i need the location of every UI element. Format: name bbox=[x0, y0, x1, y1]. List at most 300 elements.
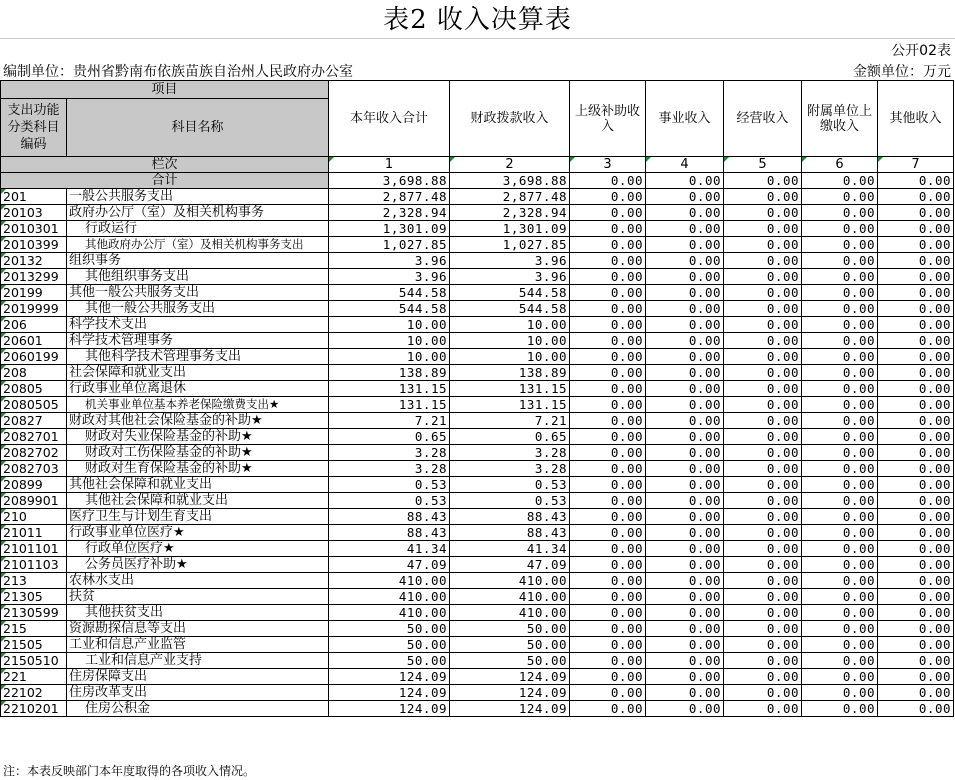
row-value: 47.09 bbox=[450, 557, 570, 573]
row-value: 0.00 bbox=[878, 253, 954, 269]
row-value: 0.00 bbox=[646, 269, 724, 285]
row-value: 41.34 bbox=[450, 541, 570, 557]
row-value: 0.00 bbox=[570, 221, 646, 237]
row-value: 0.00 bbox=[646, 365, 724, 381]
row-value: 0.53 bbox=[329, 493, 450, 509]
header-col-7: 其他收入 bbox=[878, 81, 954, 157]
row-value: 1,301.09 bbox=[329, 221, 450, 237]
row-code: 2080505 bbox=[1, 397, 67, 413]
row-code: 2082701 bbox=[1, 429, 67, 445]
row-value: 0.00 bbox=[570, 413, 646, 429]
row-code: 2010399 bbox=[1, 237, 67, 253]
header-col-2: 财政拨款收入 bbox=[450, 81, 570, 157]
row-value: 10.00 bbox=[450, 333, 570, 349]
row-name: 工业和信息产业支持 bbox=[67, 653, 329, 669]
row-value: 0.00 bbox=[878, 301, 954, 317]
row-value: 0.00 bbox=[646, 189, 724, 205]
row-value: 0.53 bbox=[329, 477, 450, 493]
row-value: 0.00 bbox=[802, 237, 878, 253]
row-value: 0.00 bbox=[878, 493, 954, 509]
income-table bbox=[0, 80, 954, 717]
row-value: 410.00 bbox=[329, 573, 450, 589]
table-row bbox=[1, 573, 954, 589]
seq-number: 6 bbox=[802, 157, 878, 173]
row-value: 0.00 bbox=[724, 509, 802, 525]
row-value: 0.00 bbox=[724, 237, 802, 253]
row-value: 3.28 bbox=[450, 461, 570, 477]
row-code: 2082702 bbox=[1, 445, 67, 461]
row-value: 0.00 bbox=[646, 621, 724, 637]
row-value: 0.00 bbox=[724, 413, 802, 429]
row-value: 0.00 bbox=[646, 349, 724, 365]
row-name: 其他扶贫支出 bbox=[67, 605, 329, 621]
header-col-3: 上级补助收入 bbox=[570, 81, 646, 157]
total-cell: 0.00 bbox=[802, 173, 878, 189]
row-value: 0.00 bbox=[878, 317, 954, 333]
row-value: 2,328.94 bbox=[450, 205, 570, 221]
row-value: 2,877.48 bbox=[329, 189, 450, 205]
row-value: 0.00 bbox=[802, 621, 878, 637]
seq-number: 1 bbox=[329, 157, 450, 173]
row-value: 0.00 bbox=[646, 397, 724, 413]
row-value: 0.00 bbox=[570, 189, 646, 205]
row-value: 10.00 bbox=[329, 333, 450, 349]
row-value: 0.00 bbox=[570, 701, 646, 717]
row-value: 0.00 bbox=[570, 573, 646, 589]
row-name: 住房公积金 bbox=[67, 701, 329, 717]
seq-number: 2 bbox=[450, 157, 570, 173]
row-value: 0.00 bbox=[646, 317, 724, 333]
row-name: 组织事务 bbox=[67, 253, 329, 269]
row-value: 0.00 bbox=[646, 509, 724, 525]
row-value: 0.00 bbox=[878, 461, 954, 477]
row-value: 0.00 bbox=[724, 621, 802, 637]
row-name: 行政运行 bbox=[67, 221, 329, 237]
header-col-6: 附属单位上缴收入 bbox=[802, 81, 878, 157]
row-value: 0.00 bbox=[646, 301, 724, 317]
row-value: 0.00 bbox=[878, 589, 954, 605]
row-value: 0.00 bbox=[724, 557, 802, 573]
row-value: 0.00 bbox=[878, 637, 954, 653]
row-name: 扶贫 bbox=[67, 589, 329, 605]
row-value: 3.96 bbox=[450, 253, 570, 269]
row-value: 1,027.85 bbox=[329, 237, 450, 253]
row-value: 0.00 bbox=[646, 637, 724, 653]
row-value: 0.00 bbox=[878, 701, 954, 717]
row-value: 0.00 bbox=[646, 653, 724, 669]
row-name: 农林水支出 bbox=[67, 573, 329, 589]
header-col-4: 事业收入 bbox=[646, 81, 724, 157]
row-value: 0.00 bbox=[724, 269, 802, 285]
row-value: 131.15 bbox=[329, 381, 450, 397]
table-row bbox=[1, 205, 954, 221]
row-name: 资源勘探信息等支出 bbox=[67, 621, 329, 637]
row-value: 0.00 bbox=[724, 493, 802, 509]
row-value: 0.65 bbox=[329, 429, 450, 445]
table-row bbox=[1, 621, 954, 637]
row-value: 0.00 bbox=[802, 589, 878, 605]
row-name: 行政事业单位医疗★ bbox=[67, 525, 329, 541]
row-value: 138.89 bbox=[450, 365, 570, 381]
row-value: 124.09 bbox=[450, 701, 570, 717]
row-value: 0.00 bbox=[878, 365, 954, 381]
row-value: 124.09 bbox=[329, 701, 450, 717]
table-row bbox=[1, 333, 954, 349]
row-value: 0.00 bbox=[802, 413, 878, 429]
row-value: 0.65 bbox=[450, 429, 570, 445]
row-value: 0.00 bbox=[802, 461, 878, 477]
row-value: 0.00 bbox=[570, 365, 646, 381]
row-value: 3.28 bbox=[450, 445, 570, 461]
row-value: 0.00 bbox=[724, 253, 802, 269]
compiling-unit: 编制单位：贵州省黔南布依族苗族自治州人民政府办公室 bbox=[3, 64, 353, 80]
total-label: 合计 bbox=[1, 173, 329, 189]
row-value: 0.00 bbox=[646, 605, 724, 621]
row-code: 206 bbox=[1, 317, 67, 333]
row-value: 0.00 bbox=[878, 413, 954, 429]
row-value: 0.00 bbox=[724, 221, 802, 237]
row-value: 0.00 bbox=[878, 205, 954, 221]
row-value: 50.00 bbox=[450, 637, 570, 653]
row-code: 21305 bbox=[1, 589, 67, 605]
row-value: 0.00 bbox=[802, 445, 878, 461]
row-code: 210 bbox=[1, 509, 67, 525]
row-value: 50.00 bbox=[450, 653, 570, 669]
row-value: 0.00 bbox=[570, 493, 646, 509]
row-value: 0.53 bbox=[450, 493, 570, 509]
row-name: 财政对失业保险基金的补助★ bbox=[67, 429, 329, 445]
row-value: 544.58 bbox=[450, 301, 570, 317]
row-value: 3.96 bbox=[450, 269, 570, 285]
divider bbox=[0, 38, 955, 39]
row-value: 0.00 bbox=[802, 509, 878, 525]
table-row bbox=[1, 285, 954, 301]
total-cell: 0.00 bbox=[878, 173, 954, 189]
row-value: 0.00 bbox=[724, 429, 802, 445]
row-value: 0.00 bbox=[570, 621, 646, 637]
row-code: 201 bbox=[1, 189, 67, 205]
row-value: 47.09 bbox=[329, 557, 450, 573]
row-value: 0.00 bbox=[724, 381, 802, 397]
row-value: 0.00 bbox=[878, 269, 954, 285]
table-row bbox=[1, 365, 954, 381]
row-value: 0.00 bbox=[570, 637, 646, 653]
table-row bbox=[1, 461, 954, 477]
row-value: 88.43 bbox=[329, 509, 450, 525]
row-value: 0.00 bbox=[570, 509, 646, 525]
row-value: 0.00 bbox=[802, 477, 878, 493]
row-code: 2010301 bbox=[1, 221, 67, 237]
row-code: 20827 bbox=[1, 413, 67, 429]
row-value: 10.00 bbox=[329, 317, 450, 333]
row-code: 2130599 bbox=[1, 605, 67, 621]
row-value: 0.00 bbox=[570, 605, 646, 621]
row-value: 0.00 bbox=[646, 285, 724, 301]
row-value: 0.00 bbox=[802, 541, 878, 557]
table-row bbox=[1, 589, 954, 605]
row-value: 0.00 bbox=[802, 493, 878, 509]
row-value: 50.00 bbox=[329, 653, 450, 669]
row-value: 0.00 bbox=[802, 253, 878, 269]
row-name: 住房保障支出 bbox=[67, 669, 329, 685]
row-code: 2150510 bbox=[1, 653, 67, 669]
row-value: 0.00 bbox=[570, 381, 646, 397]
row-value: 0.00 bbox=[878, 653, 954, 669]
row-value: 0.00 bbox=[802, 397, 878, 413]
row-value: 410.00 bbox=[329, 605, 450, 621]
row-name: 住房改革支出 bbox=[67, 685, 329, 701]
row-name: 财政对其他社会保险基金的补助★ bbox=[67, 413, 329, 429]
row-name: 社会保障和就业支出 bbox=[67, 365, 329, 381]
table-row bbox=[1, 493, 954, 509]
row-value: 0.00 bbox=[570, 237, 646, 253]
row-value: 131.15 bbox=[450, 381, 570, 397]
row-name: 医疗卫生与计划生育支出 bbox=[67, 509, 329, 525]
row-value: 0.00 bbox=[570, 525, 646, 541]
row-value: 0.00 bbox=[878, 429, 954, 445]
row-code: 208 bbox=[1, 365, 67, 381]
row-value: 0.00 bbox=[802, 685, 878, 701]
row-code: 20132 bbox=[1, 253, 67, 269]
row-value: 0.00 bbox=[570, 301, 646, 317]
row-code: 2210201 bbox=[1, 701, 67, 717]
row-value: 0.00 bbox=[878, 621, 954, 637]
row-value: 0.00 bbox=[724, 477, 802, 493]
row-value: 0.00 bbox=[724, 669, 802, 685]
row-name: 行政事业单位离退休 bbox=[67, 381, 329, 397]
table-title: 表2 收入决算表 bbox=[383, 5, 572, 35]
row-value: 7.21 bbox=[329, 413, 450, 429]
row-value: 0.00 bbox=[646, 541, 724, 557]
row-value: 0.00 bbox=[570, 285, 646, 301]
row-value: 0.00 bbox=[802, 285, 878, 301]
amount-unit: 金额单位：万元 bbox=[853, 64, 951, 80]
row-value: 0.00 bbox=[878, 221, 954, 237]
table-row bbox=[1, 269, 954, 285]
row-value: 0.00 bbox=[646, 445, 724, 461]
row-name: 工业和信息产业监管 bbox=[67, 637, 329, 653]
row-value: 0.00 bbox=[878, 605, 954, 621]
unit-row bbox=[0, 60, 955, 80]
row-value: 0.00 bbox=[878, 557, 954, 573]
row-value: 410.00 bbox=[450, 605, 570, 621]
table-row bbox=[1, 637, 954, 653]
row-value: 0.00 bbox=[646, 221, 724, 237]
row-value: 0.53 bbox=[450, 477, 570, 493]
row-value: 0.00 bbox=[724, 397, 802, 413]
row-value: 50.00 bbox=[329, 621, 450, 637]
row-value: 0.00 bbox=[570, 653, 646, 669]
row-value: 544.58 bbox=[450, 285, 570, 301]
row-value: 0.00 bbox=[646, 685, 724, 701]
row-value: 0.00 bbox=[724, 637, 802, 653]
row-value: 0.00 bbox=[802, 365, 878, 381]
row-value: 0.00 bbox=[724, 333, 802, 349]
row-code: 20805 bbox=[1, 381, 67, 397]
row-value: 0.00 bbox=[646, 557, 724, 573]
row-value: 124.09 bbox=[329, 685, 450, 701]
row-value: 0.00 bbox=[878, 189, 954, 205]
row-value: 88.43 bbox=[329, 525, 450, 541]
row-value: 0.00 bbox=[724, 189, 802, 205]
total-cell: 0.00 bbox=[646, 173, 724, 189]
row-code: 21505 bbox=[1, 637, 67, 653]
row-value: 0.00 bbox=[802, 317, 878, 333]
row-value: 10.00 bbox=[450, 317, 570, 333]
row-name: 公务员医疗补助★ bbox=[67, 557, 329, 573]
row-value: 0.00 bbox=[802, 301, 878, 317]
row-value: 0.00 bbox=[802, 653, 878, 669]
row-value: 0.00 bbox=[724, 573, 802, 589]
row-value: 0.00 bbox=[802, 221, 878, 237]
row-value: 0.00 bbox=[570, 669, 646, 685]
row-value: 0.00 bbox=[570, 317, 646, 333]
row-value: 131.15 bbox=[450, 397, 570, 413]
seq-number: 4 bbox=[646, 157, 724, 173]
row-value: 0.00 bbox=[646, 205, 724, 221]
row-code: 2013299 bbox=[1, 269, 67, 285]
row-value: 0.00 bbox=[646, 381, 724, 397]
row-value: 0.00 bbox=[724, 461, 802, 477]
row-value: 0.00 bbox=[646, 493, 724, 509]
row-name: 其他社会保障和就业支出 bbox=[67, 477, 329, 493]
table-row bbox=[1, 429, 954, 445]
row-value: 0.00 bbox=[646, 573, 724, 589]
table-row bbox=[1, 701, 954, 717]
row-value: 0.00 bbox=[570, 557, 646, 573]
row-value: 3.96 bbox=[329, 269, 450, 285]
row-value: 0.00 bbox=[878, 333, 954, 349]
row-value: 0.00 bbox=[646, 461, 724, 477]
row-name: 其他组织事务支出 bbox=[67, 269, 329, 285]
table-row bbox=[1, 317, 954, 333]
row-value: 0.00 bbox=[802, 429, 878, 445]
row-value: 0.00 bbox=[878, 445, 954, 461]
row-value: 131.15 bbox=[329, 397, 450, 413]
row-name: 财政对工伤保险基金的补助★ bbox=[67, 445, 329, 461]
row-value: 0.00 bbox=[878, 573, 954, 589]
row-value: 0.00 bbox=[878, 349, 954, 365]
header-code: 支出功能分类科目编码 bbox=[1, 99, 67, 157]
table-row bbox=[1, 221, 954, 237]
table-row bbox=[1, 189, 954, 205]
row-code: 2019999 bbox=[1, 301, 67, 317]
row-code: 2060199 bbox=[1, 349, 67, 365]
form-code: 公开02表 bbox=[891, 43, 951, 59]
row-value: 0.00 bbox=[570, 205, 646, 221]
table-row bbox=[1, 477, 954, 493]
row-name: 其他一般公共服务支出 bbox=[67, 285, 329, 301]
header-col-1: 本年收入合计 bbox=[329, 81, 450, 157]
row-value: 0.00 bbox=[724, 317, 802, 333]
row-value: 50.00 bbox=[450, 621, 570, 637]
row-value: 0.00 bbox=[802, 557, 878, 573]
row-value: 0.00 bbox=[724, 445, 802, 461]
row-value: 0.00 bbox=[802, 205, 878, 221]
row-value: 0.00 bbox=[802, 333, 878, 349]
row-value: 0.00 bbox=[878, 237, 954, 253]
row-value: 0.00 bbox=[878, 477, 954, 493]
row-value: 0.00 bbox=[802, 189, 878, 205]
table-row bbox=[1, 605, 954, 621]
row-name: 其他科学技术管理事务支出 bbox=[67, 349, 329, 365]
row-value: 0.00 bbox=[570, 253, 646, 269]
row-value: 0.00 bbox=[878, 669, 954, 685]
row-code: 22102 bbox=[1, 685, 67, 701]
table-row bbox=[1, 381, 954, 397]
row-value: 0.00 bbox=[570, 685, 646, 701]
header-name: 科目名称 bbox=[67, 99, 329, 157]
table-row bbox=[1, 397, 954, 413]
row-value: 0.00 bbox=[724, 653, 802, 669]
row-name: 政府办公厅（室）及相关机构事务 bbox=[67, 205, 329, 221]
header-col-5: 经营收入 bbox=[724, 81, 802, 157]
row-value: 138.89 bbox=[329, 365, 450, 381]
row-value: 0.00 bbox=[724, 685, 802, 701]
row-value: 410.00 bbox=[450, 589, 570, 605]
row-name: 财政对生育保险基金的补助★ bbox=[67, 461, 329, 477]
row-value: 0.00 bbox=[570, 477, 646, 493]
row-name: 其他政府办公厅（室）及相关机构事务支出 bbox=[67, 237, 329, 253]
row-value: 0.00 bbox=[878, 397, 954, 413]
row-code: 20601 bbox=[1, 333, 67, 349]
row-value: 0.00 bbox=[570, 445, 646, 461]
row-value: 10.00 bbox=[329, 349, 450, 365]
row-value: 0.00 bbox=[802, 381, 878, 397]
row-value: 0.00 bbox=[570, 397, 646, 413]
table-row bbox=[1, 349, 954, 365]
row-value: 0.00 bbox=[802, 349, 878, 365]
row-value: 544.58 bbox=[329, 301, 450, 317]
row-name: 其他一般公共服务支出 bbox=[67, 301, 329, 317]
row-value: 124.09 bbox=[450, 685, 570, 701]
row-value: 124.09 bbox=[450, 669, 570, 685]
row-value: 0.00 bbox=[724, 589, 802, 605]
row-value: 3.28 bbox=[329, 445, 450, 461]
row-value: 124.09 bbox=[329, 669, 450, 685]
row-value: 0.00 bbox=[724, 205, 802, 221]
row-value: 0.00 bbox=[878, 509, 954, 525]
row-value: 2,877.48 bbox=[450, 189, 570, 205]
row-value: 1,027.85 bbox=[450, 237, 570, 253]
row-value: 0.00 bbox=[646, 429, 724, 445]
row-value: 3.28 bbox=[329, 461, 450, 477]
row-code: 2089901 bbox=[1, 493, 67, 509]
seq-number: 3 bbox=[570, 157, 646, 173]
row-value: 0.00 bbox=[878, 525, 954, 541]
row-value: 0.00 bbox=[802, 573, 878, 589]
row-code: 2101103 bbox=[1, 557, 67, 573]
row-code: 221 bbox=[1, 669, 67, 685]
table-row bbox=[1, 525, 954, 541]
row-name: 行政单位医疗★ bbox=[67, 541, 329, 557]
row-value: 0.00 bbox=[570, 541, 646, 557]
row-value: 0.00 bbox=[646, 237, 724, 253]
row-code: 2101101 bbox=[1, 541, 67, 557]
row-name: 机关事业单位基本养老保险缴费支出★ bbox=[67, 397, 329, 413]
table-row bbox=[1, 685, 954, 701]
row-value: 0.00 bbox=[646, 477, 724, 493]
row-value: 410.00 bbox=[329, 589, 450, 605]
row-value: 0.00 bbox=[646, 589, 724, 605]
row-value: 0.00 bbox=[724, 525, 802, 541]
row-value: 0.00 bbox=[724, 349, 802, 365]
table-row bbox=[1, 557, 954, 573]
row-value: 7.21 bbox=[450, 413, 570, 429]
row-name: 科学技术管理事务 bbox=[67, 333, 329, 349]
table-row bbox=[1, 509, 954, 525]
row-name: 一般公共服务支出 bbox=[67, 189, 329, 205]
